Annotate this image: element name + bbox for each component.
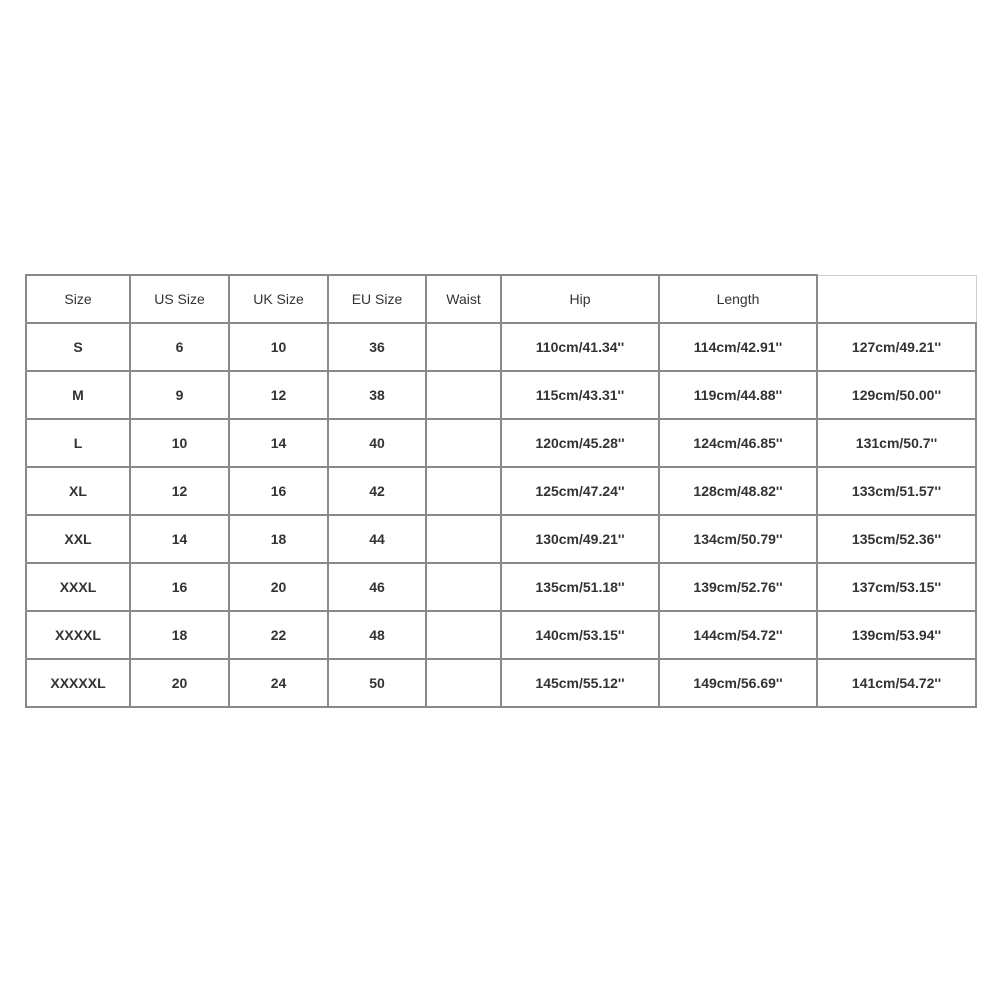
cell-us-size: 20 [130,659,229,707]
cell-size: XXXL [26,563,130,611]
cell-waist [426,563,501,611]
table-row [26,659,976,707]
cell-waist [426,659,501,707]
cell-extra: 137cm/53.15'' [817,563,976,611]
header-length: Length [659,275,817,323]
cell-us-size: 9 [130,371,229,419]
cell-size: XXXXXL [26,659,130,707]
cell-waist [426,515,501,563]
cell-hip: 110cm/41.34'' [501,323,659,371]
cell-us-size: 16 [130,563,229,611]
header-eu-size: EU Size [328,275,426,323]
cell-size: XL [26,467,130,515]
table-header-row [26,275,976,323]
cell-length: 149cm/56.69'' [659,659,817,707]
cell-size: XXXXL [26,611,130,659]
cell-eu-size: 46 [328,563,426,611]
cell-hip: 140cm/53.15'' [501,611,659,659]
table-row [26,323,976,371]
cell-uk-size: 22 [229,611,328,659]
cell-length: 124cm/46.85'' [659,419,817,467]
cell-extra: 127cm/49.21'' [817,323,976,371]
table-row [26,611,976,659]
cell-extra: 141cm/54.72'' [817,659,976,707]
cell-length: 114cm/42.91'' [659,323,817,371]
cell-extra: 131cm/50.7'' [817,419,976,467]
cell-uk-size: 18 [229,515,328,563]
table-row [26,515,976,563]
cell-eu-size: 44 [328,515,426,563]
cell-extra: 129cm/50.00'' [817,371,976,419]
cell-us-size: 14 [130,515,229,563]
cell-eu-size: 50 [328,659,426,707]
header-uk-size: UK Size [229,275,328,323]
cell-us-size: 6 [130,323,229,371]
cell-hip: 135cm/51.18'' [501,563,659,611]
cell-size: L [26,419,130,467]
cell-length: 144cm/54.72'' [659,611,817,659]
cell-hip: 130cm/49.21'' [501,515,659,563]
cell-eu-size: 40 [328,419,426,467]
cell-hip: 115cm/43.31'' [501,371,659,419]
header-us-size: US Size [130,275,229,323]
cell-eu-size: 36 [328,323,426,371]
cell-waist [426,323,501,371]
cell-extra: 135cm/52.36'' [817,515,976,563]
cell-extra: 139cm/53.94'' [817,611,976,659]
cell-waist [426,467,501,515]
cell-us-size: 12 [130,467,229,515]
cell-us-size: 18 [130,611,229,659]
cell-length: 128cm/48.82'' [659,467,817,515]
table-row [26,371,976,419]
cell-hip: 120cm/45.28'' [501,419,659,467]
header-waist: Waist [426,275,501,323]
cell-size: S [26,323,130,371]
cell-extra: 133cm/51.57'' [817,467,976,515]
header-size: Size [26,275,130,323]
cell-length: 139cm/52.76'' [659,563,817,611]
cell-uk-size: 20 [229,563,328,611]
cell-waist [426,371,501,419]
cell-size: XXL [26,515,130,563]
table-row [26,467,976,515]
header-blank [817,275,976,323]
cell-waist [426,611,501,659]
cell-size: M [26,371,130,419]
cell-uk-size: 24 [229,659,328,707]
cell-eu-size: 42 [328,467,426,515]
cell-length: 119cm/44.88'' [659,371,817,419]
cell-uk-size: 10 [229,323,328,371]
cell-uk-size: 14 [229,419,328,467]
table-row [26,563,976,611]
cell-waist [426,419,501,467]
header-hip: Hip [501,275,659,323]
size-chart-table [25,274,977,708]
table-row [26,419,976,467]
cell-uk-size: 12 [229,371,328,419]
cell-hip: 145cm/55.12'' [501,659,659,707]
cell-eu-size: 48 [328,611,426,659]
cell-us-size: 10 [130,419,229,467]
cell-hip: 125cm/47.24'' [501,467,659,515]
cell-uk-size: 16 [229,467,328,515]
cell-eu-size: 38 [328,371,426,419]
cell-length: 134cm/50.79'' [659,515,817,563]
